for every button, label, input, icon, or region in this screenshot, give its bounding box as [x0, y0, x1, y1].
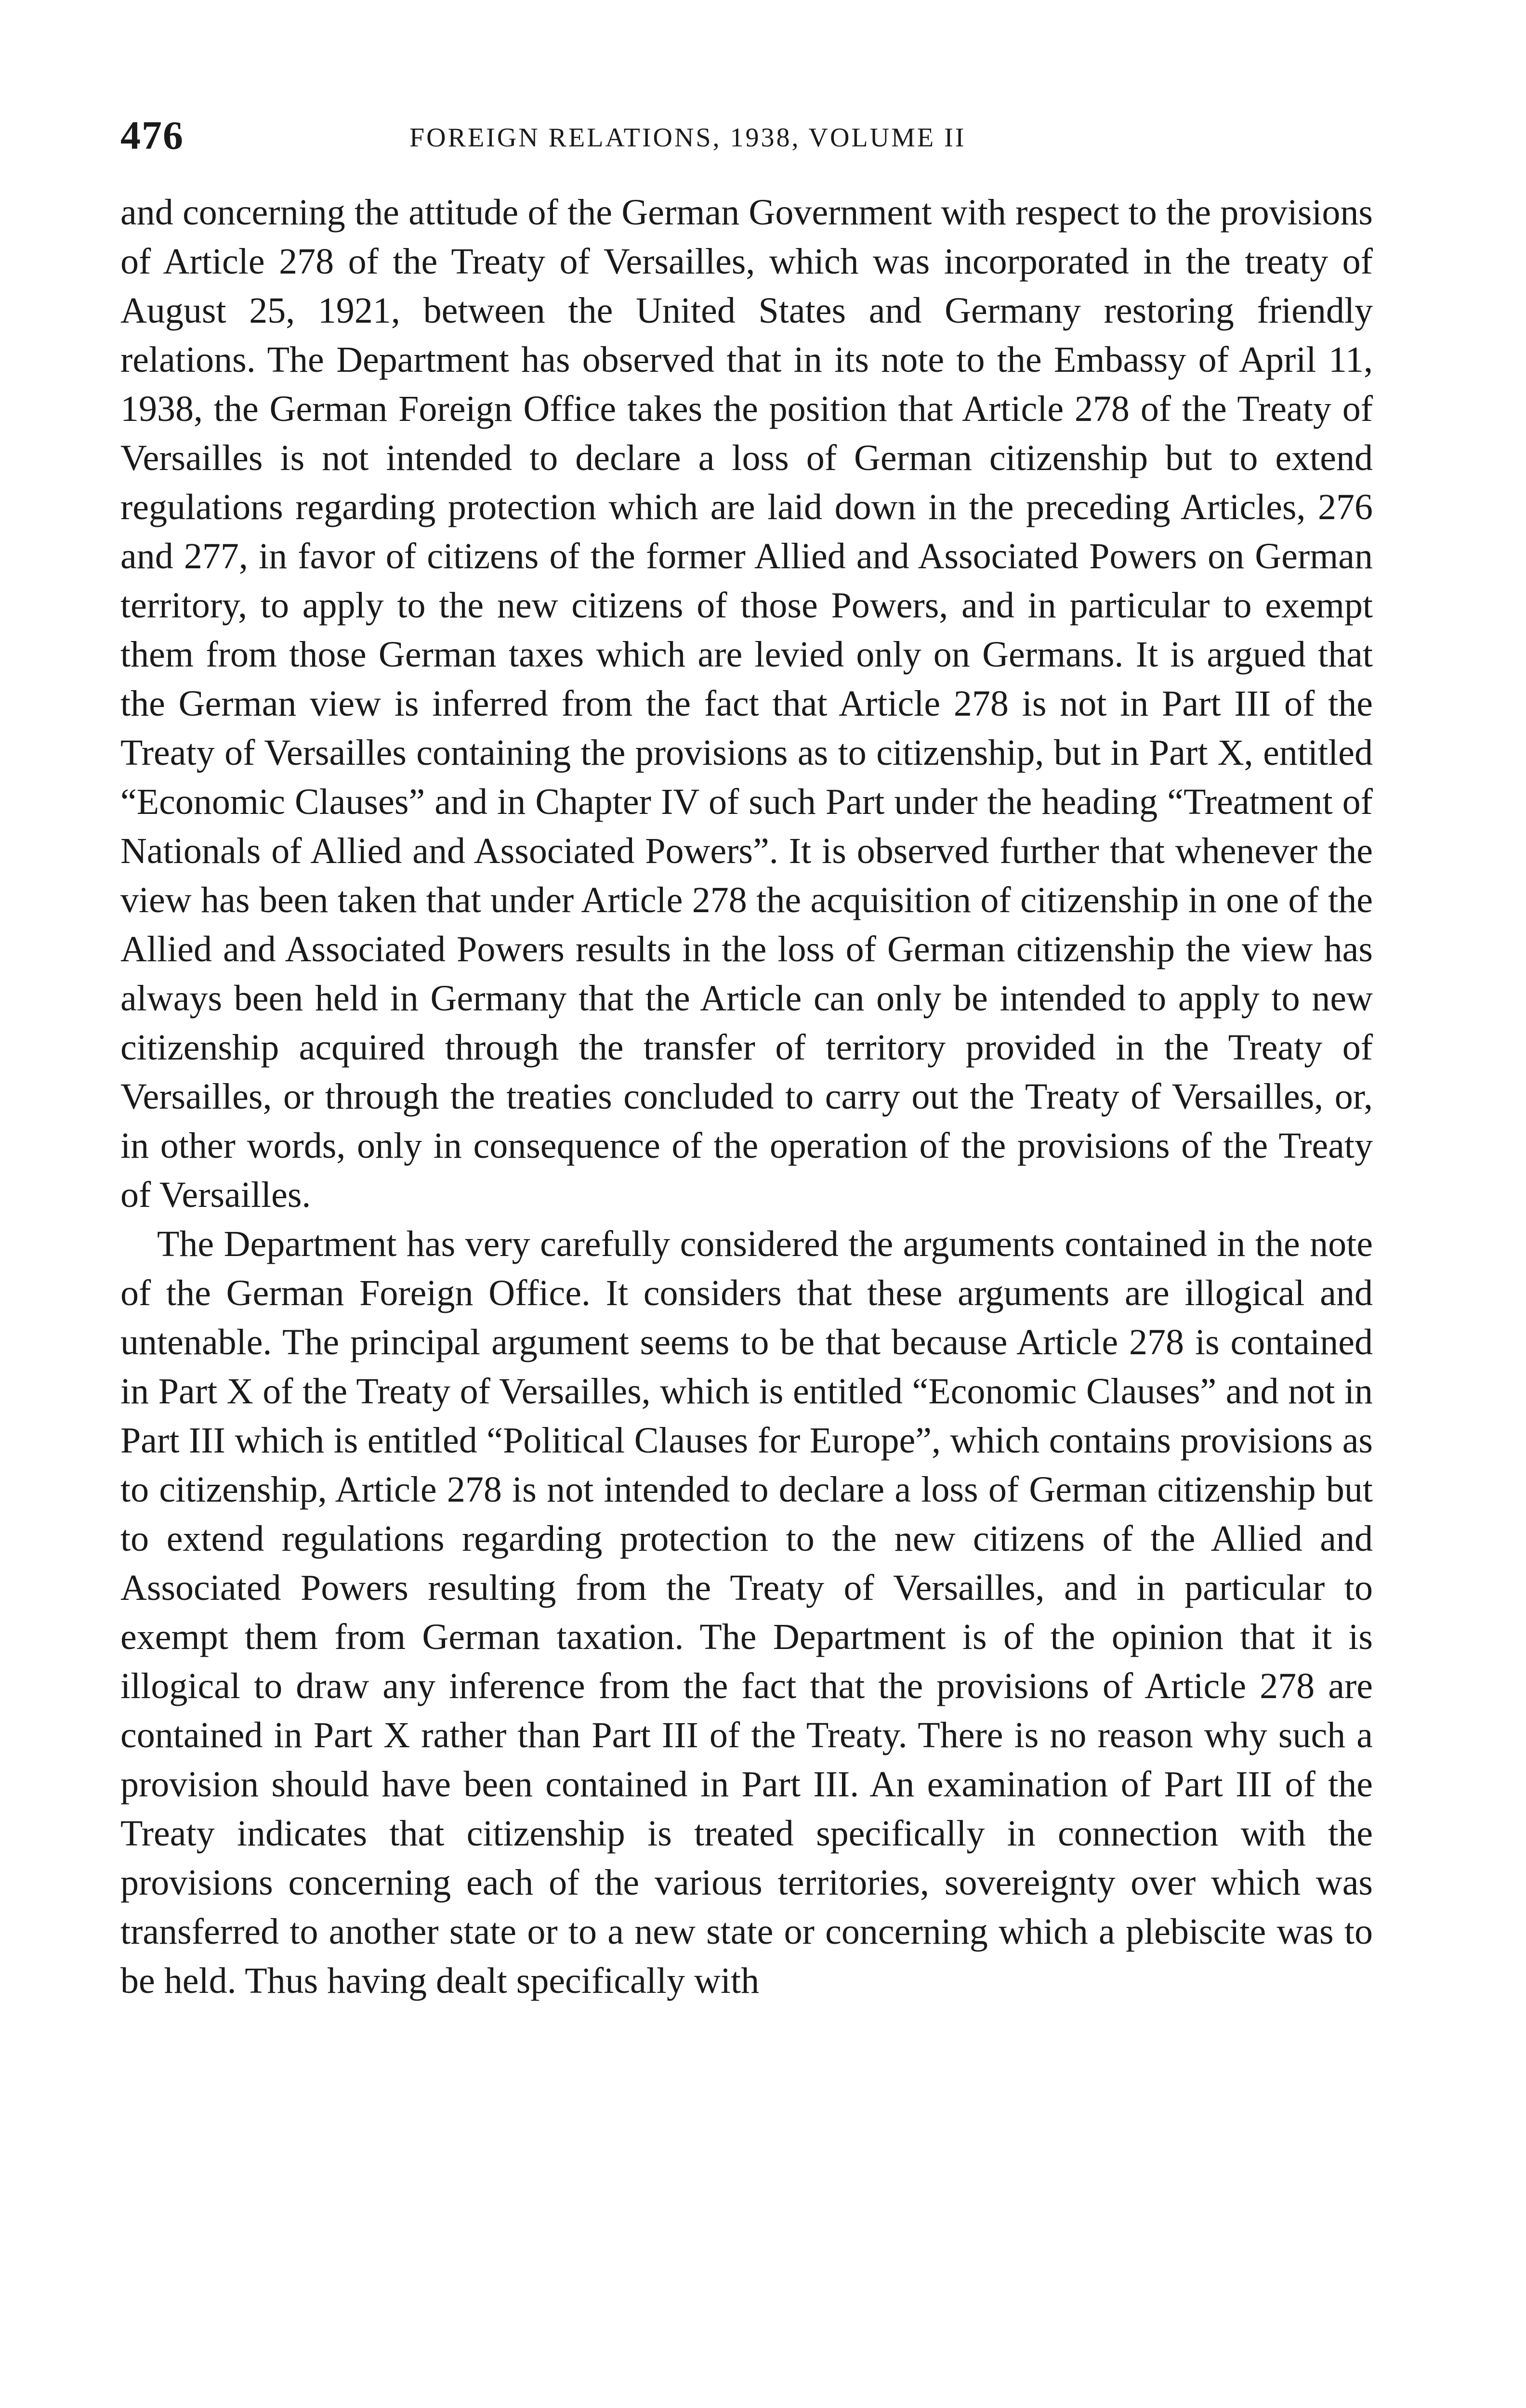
body-text: [120, 188, 1373, 2005]
paragraph-department-consideration: The Department has very carefully considered the arguments contained in the note of the German Foreign Office. It considers that these arguments are illogical and untenable. The principal argument seems to be that because Article 278 is contained in Part X of the Treaty of Versailles, which is entitled “Economic Clauses” and not in Part III which is entitled “Political Clauses for Europe”, which contains provisions as to citizenship, Article 278 is not intended to declare a loss of German citizenship but to extend regulations regarding protection to the new citizens of the Allied and Associated Powers resulting from the Treaty of Versailles, and in particular to exempt them from German taxation. The Department is of the opinion that it is illogical to draw any inference from the fact that the provisions of Article 278 are contained in Part X rather than Part III of the Treaty. There is no reason why such a provision should have been contained in Part III. An examination of Part III of the Treaty indicates that citizenship is treated specifically in connection with the provisions concerning each of the various territories, sovereignty over which was transferred to another state or to a new state or concerning which a plebiscite was to be held. Thus having dealt specifically with: [120, 1224, 1373, 2001]
running-head-title: FOREIGN RELATIONS, 1938, VOLUME II: [409, 123, 966, 153]
running-head: [120, 113, 1373, 173]
page-number: 476: [120, 113, 184, 158]
paragraph-continued: and concerning the attitude of the German Government with respect to the provisions of Article 278 of the Treaty of Versailles, which was incorporated in the treaty of August 25, 1921, between the United States and Germany restoring friendly relations. The Department has observed that in its note to the Embassy of April 11, 1938, the German Foreign Office takes the position that Article 278 of the Treaty of Versailles is not intended to declare a loss of German citizenship but to extend regulations regarding protection which are laid down in the preceding Articles, 276 and 277, in favor of citizens of the former Allied and Associated Powers on German territory, to apply to the new citizens of those Powers, and in particular to exempt them from those German taxes which are levied only on Germans. It is argued that the German view is inferred from the fact that Article 278 is not in Part III of the Treaty of Versailles containing the provisions as to citizenship, but in Part X, entitled “Economic Clauses” and in Chapter IV of such Part under the heading “Treatment of Nationals of Allied and Associated Powers”. It is observed further that whenever the view has been taken that under Article 278 the acquisition of citizenship in one of the Allied and Associated Powers results in the loss of German citizenship the view has always been held in Germany that the Article can only be intended to apply to new citizenship acquired through the transfer of territory provided in the Treaty of Versailles, or through the treaties concluded to carry out the Treaty of Versailles, or, in other words, only in consequence of the operation of the provisions of the Treaty of Versailles.: [120, 192, 1373, 1215]
document-page: [120, 113, 1373, 2005]
